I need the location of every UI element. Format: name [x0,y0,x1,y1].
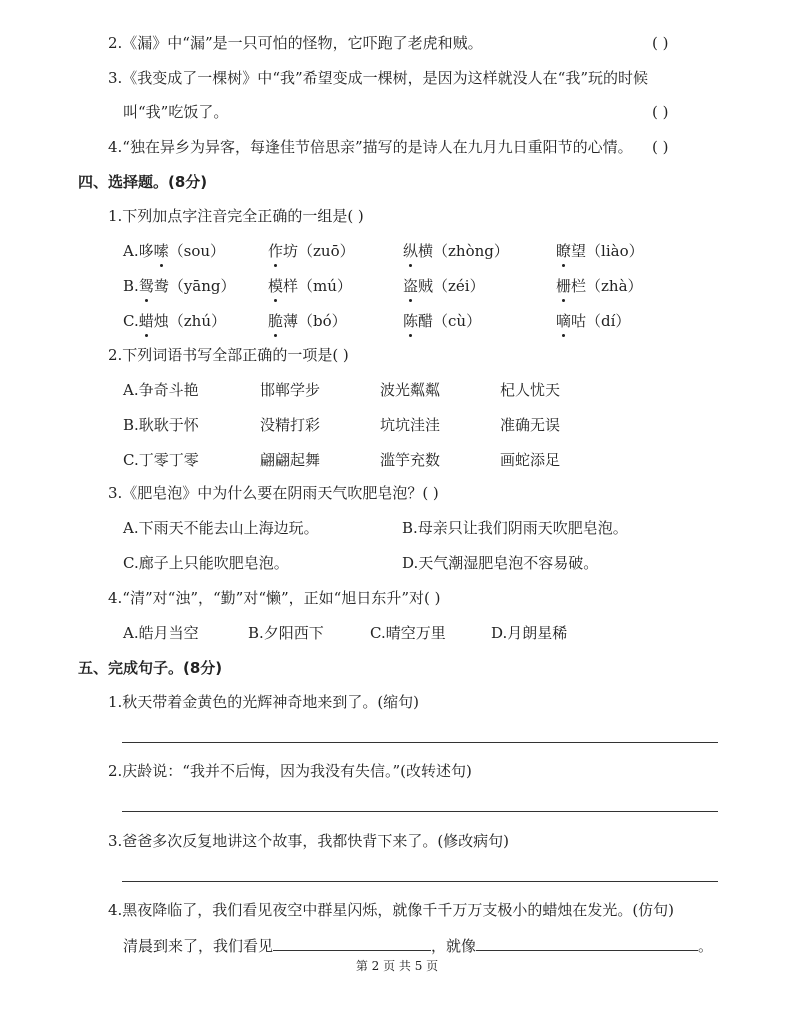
choice-q4-option-b: B.夕阳西下 [248,624,324,642]
choice-q2-row-1-word-3: 波光粼粼 [380,381,441,399]
pinyin: （cù） [433,312,482,330]
dotted-char: 栅 [556,277,572,295]
sentence-q4-fill [123,934,713,957]
word-char: 醋 [418,312,434,330]
choice-q1-a-item-4 [556,240,644,262]
dotted-char: 陈 [403,312,419,330]
choice-q4-option-d: D.月朗星稀 [491,624,568,642]
choice-q1-c-item-2 [268,310,347,332]
answer-line-1[interactable] [122,742,718,743]
dotted-char: 作 [268,242,284,260]
choice-q1-c-item-4 [556,310,630,332]
choice-q4-stem: 4.“清”对“浊”，“勤”对“懒”，正如“旭日东升”对( ) [108,589,441,607]
choice-q2-stem: 2.下列词语书写全部正确的一项是( ) [108,346,349,364]
dotted-char: 纵 [403,242,419,260]
judge-q2-paren: ( ) [652,34,669,52]
word-char: 横 [418,242,434,260]
dotted-char: 瞭 [556,242,572,260]
choice-q3-option-c: C.廊子上只能吹肥皂泡。 [123,554,289,572]
option-letter: B. [123,277,139,295]
choice-q1-b-item-2 [268,275,352,297]
choice-q2-row-1-word-2: 邯郸学步 [260,381,321,399]
fill-prefix: 清晨到来了，我们看见 [123,937,274,955]
dotted-char: 嗦 [153,242,169,260]
choice-q1-a-item-1 [123,240,225,262]
choice-q1-b-item-1 [123,275,236,297]
choice-q2-row-3-word-4: 画蛇添足 [500,451,561,469]
word-char: 鸯 [153,277,169,295]
pinyin: （dí） [586,312,631,330]
pinyin: （zéi） [433,277,485,295]
dotted-char: 模 [268,277,284,295]
pinyin: （zhú） [168,312,226,330]
choice-q2-row-2-word-2: 没精打彩 [260,416,321,434]
choice-q1-a-item-3 [403,240,509,262]
sentence-q3: 3.爸爸多次反复地讲这个故事，我都快背下来了。(修改病句) [108,832,510,850]
dotted-char: 盗 [403,277,419,295]
judge-q3-paren: ( ) [652,103,669,121]
choice-q2-row-1-word-4: 杞人忧天 [500,381,561,399]
choice-q1-b-item-3 [403,275,485,297]
pinyin: （zuō） [298,242,355,260]
sentence-q4: 4.黑夜降临了，我们看见夜空中群星闪烁，就像千千万万支极小的蜡烛在发光。(仿句) [108,901,675,919]
pinyin: （liào） [586,242,644,260]
fill-blank-1[interactable] [273,934,431,951]
choice-q3-option-b: B.母亲只让我们阴雨天吹肥皂泡。 [402,519,628,537]
sentence-q2: 2.庆龄说：“我并不后悔，因为我没有失信。”(改转述句) [108,762,472,780]
pinyin: （sou） [168,242,226,260]
judge-q4: 4.“独在异乡为异客，每逢佳节倍思亲”描写的是诗人在九月九日重阳节的心情。 [108,138,633,156]
section-5-title: 五、完成句子。(8分) [78,659,223,677]
choice-q4-option-a: A.皓月当空 [123,624,199,642]
option-letter: C. [123,312,139,330]
word-char: 烛 [153,312,169,330]
dotted-char: 蜡 [138,312,154,330]
dotted-char: 嘀 [556,312,572,330]
choice-q2-row-2-word-4: 准确无误 [500,416,561,434]
section-4-title: 四、选择题。(8分) [78,173,208,191]
word-char: 坊 [283,242,299,260]
choice-q2-row-2-word-3: 坑坑洼洼 [380,416,441,434]
word-char: 贼 [418,277,434,295]
choice-q2-row-3-word-3: 滥竽充数 [380,451,441,469]
answer-line-2[interactable] [122,811,718,812]
choice-q2-row-2-word-1: B.耿耿于怀 [123,416,199,434]
pinyin: （yāng） [168,277,236,295]
judge-q4-paren: ( ) [652,138,669,156]
dotted-char: 脆 [268,312,284,330]
choice-q1-c-item-1 [123,310,226,332]
judge-q3-line1: 3.《我变成了一棵树》中“我”希望变成一棵树，是因为这样就没人在“我”玩的时候 [108,69,648,87]
choice-q4-option-c: C.晴空万里 [370,624,446,642]
choice-q1-a-item-2 [268,240,355,262]
pinyin: （zhòng） [433,242,509,260]
pinyin: （mú） [298,277,352,295]
fill-blank-2[interactable] [476,934,698,951]
choice-q1-c-item-3 [403,310,481,332]
choice-q2-row-1-word-1: A.争奇斗艳 [123,381,199,399]
judge-q2: 2.《漏》中“漏”是一只可怕的怪物，它吓跑了老虎和贼。 [108,34,483,52]
choice-q1-stem: 1.下列加点字注音完全正确的一组是( ) [108,207,364,225]
choice-q1-b-item-4 [556,275,643,297]
word-char: 栏 [571,277,587,295]
choice-q2-row-3-word-2: 翩翩起舞 [260,451,321,469]
word-char: 咕 [571,312,587,330]
pinyin: （zhà） [586,277,643,295]
pinyin: （bó） [298,312,347,330]
answer-line-3[interactable] [122,881,718,882]
word-char: 样 [283,277,299,295]
word-char: 哆 [138,242,154,260]
fill-middle: ，就像 [431,937,477,955]
choice-q3-option-d: D.天气潮湿肥皂泡不容易破。 [402,554,599,572]
choice-q3-stem: 3.《肥皂泡》中为什么要在阴雨天气吹肥皂泡？( ) [108,484,439,502]
word-char: 望 [571,242,587,260]
word-char: 薄 [283,312,299,330]
choice-q2-row-3-word-1: C.丁零丁零 [123,451,199,469]
judge-q3-line2: 叫“我”吃饭了。 [123,103,229,121]
choice-q3-option-a: A.下雨天不能去山上海边玩。 [123,519,319,537]
fill-end: 。 [698,937,714,955]
dotted-char: 鸳 [138,277,154,295]
sentence-q1: 1.秋天带着金黄色的光辉神奇地来到了。(缩句) [108,693,420,711]
option-letter: A. [123,242,139,260]
page-footer: 第 2 页 共 5 页 [355,959,439,973]
